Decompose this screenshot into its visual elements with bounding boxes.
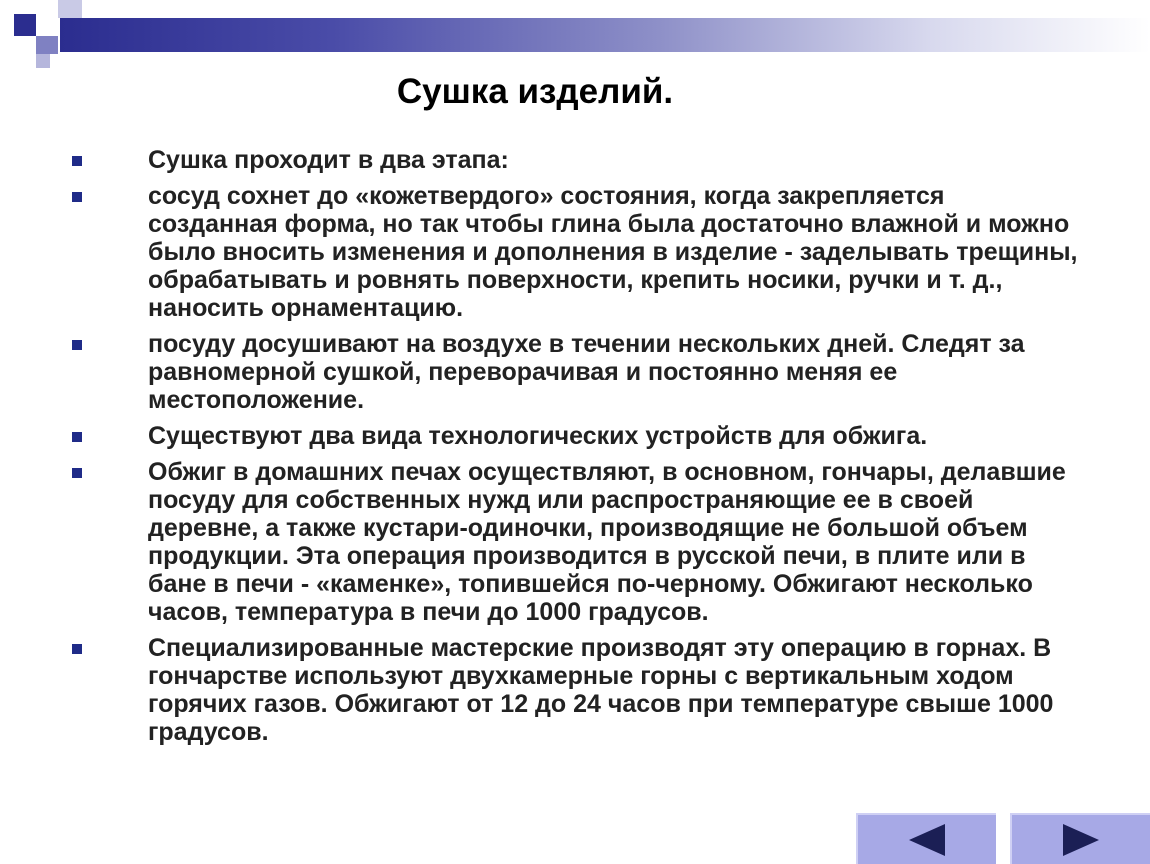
bullet-text: сосуд сохнет до «кожетвердого» состояния, когда закрепляется созданная форма, но так чтобы глина была достаточно влажной и можно было вносить изменения и дополнения в изделие - заделывать трещины, обрабатывать и ровнять поверхности, крепить носики, ручки и т. д., наносить орнаментацию.: [148, 182, 1078, 322]
bullet-text: Сушка проходит в два этапа:: [148, 146, 509, 174]
next-slide-button[interactable]: [1010, 813, 1150, 864]
square-bullet-icon: [72, 156, 82, 166]
decor-square: [36, 54, 50, 68]
bullet-text: Существуют два вида технологических устройств для обжига.: [148, 422, 928, 450]
triangle-right-icon: [1059, 822, 1103, 858]
bullet-list: [70, 146, 1080, 754]
bullet-text: Специализированные мастерские производят эту операцию в горнах. В гончарстве используют двухкамерные горны с вертикальным ходом горячих газов. Обжигают от 12 до 24 часов при температуре свыше 1000 градусов.: [148, 634, 1054, 746]
decor-square: [14, 36, 36, 54]
decor-square: [14, 14, 36, 36]
previous-slide-button[interactable]: [856, 813, 996, 864]
bullet-text: посуду досушивают на воздухе в течении нескольких дней. Следят за равномерной сушкой, переворачивая и постоянно меняя ее местоположение.: [148, 330, 1025, 414]
bullet-item: [70, 458, 1080, 626]
slide-title: Сушка изделий.: [396, 72, 674, 111]
bullet-item: [70, 330, 1080, 414]
decor-square: [58, 0, 82, 18]
decor-square: [36, 14, 58, 36]
square-bullet-icon: [72, 644, 82, 654]
bullet-text: Обжиг в домашних печах осуществляют, в основном, гончары, делавшие посуду для собственных нужд или распространяющие ее в своей деревне, а также кустари-одиночки, производящие не большой объем продукции. Эта операция производится в русской печи, в плите или в бане в печи - «каменке», топившейся по-черному. Обжигают несколько часов, температура в печи до 1000 градусов.: [148, 458, 1066, 626]
decor-square: [36, 36, 58, 54]
bullet-item: [70, 634, 1080, 746]
square-bullet-icon: [72, 468, 82, 478]
square-bullet-icon: [72, 432, 82, 442]
triangle-left-icon: [905, 822, 949, 858]
square-bullet-icon: [72, 192, 82, 202]
square-bullet-icon: [72, 340, 82, 350]
bullet-item: [70, 422, 1080, 450]
bullet-item: [70, 146, 1080, 174]
bullet-item: [70, 182, 1080, 322]
header-gradient-band: [60, 18, 1150, 52]
